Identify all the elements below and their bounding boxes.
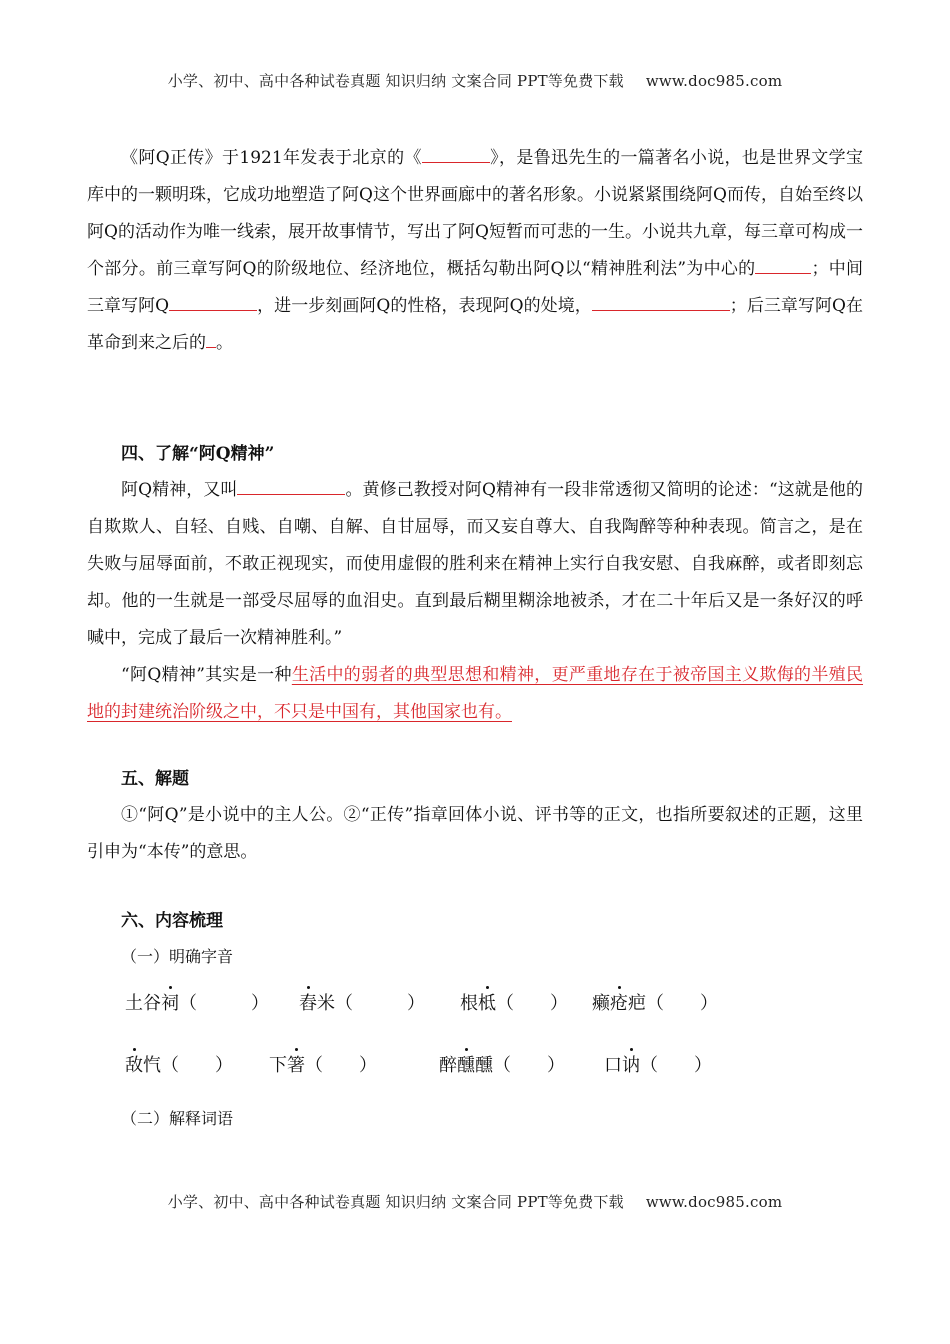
document-body [87, 140, 863, 1137]
section4-heading: 四、了解“阿Q精神” [121, 444, 275, 464]
blank-situation[interactable] [592, 292, 730, 311]
section4-text-1b: 。黄修己教授对阿Q精神有一段非常透彻又简明的论述：“这就是他的自欺欺人、自轻、自贱、自嘲、自解、自甘屈辱，而又妄自尊大、自我陶醉等种种表现。简言之，是在失败与屈辱面前，不敢正视现实，而使用虚假的胜利来在精神上实行自我安慰、自我麻醉，或者即刻忘却。他的一生就是一部受尽屈辱的血泪史。直到最后糊里糊涂地被杀，才在二十年后又是一条好汉的呼喊中，完成了最后一次精神胜利。” [87, 480, 863, 648]
word-item: 舂米（ ） [299, 993, 425, 1014]
section4-text-2a: “阿Q精神”其实是一种 [121, 665, 292, 685]
intro-text-6: 。 [216, 333, 233, 353]
word-item: 醉醺醺（ ） [439, 1055, 565, 1076]
intro-text-1: 《阿Q正传》于1921年发表于北京的《 [121, 148, 422, 168]
section4-paragraph-1 [87, 472, 863, 657]
intro-text-4: ，进一步刻画阿Q的性格，表现阿Q的处境， [257, 296, 592, 316]
pronunciation-row-1 [87, 989, 863, 1029]
blank-part3[interactable] [206, 329, 216, 348]
footer-text: 小学、初中、高中各种试卷真题 知识归纳 文案合同 PPT等免费下载 [167, 1193, 624, 1211]
blank-alias[interactable] [237, 476, 345, 495]
word-item: 敌忾（ ） [125, 1055, 233, 1076]
header-site: www.doc985.com [645, 72, 783, 90]
intro-paragraph [87, 140, 863, 362]
page-header [0, 70, 950, 91]
intro-text-3: ；中间三章写阿Q [87, 259, 863, 316]
word-item: 土谷祠（ ） [125, 993, 269, 1014]
word-item: 癞疮疤（ ） [592, 993, 718, 1014]
section4-text-1a: 阿Q精神，又叫 [121, 480, 238, 500]
section4-answer: 生活中的弱者的典型思想和精神，更严重地存在于被帝国主义欺侮的半殖民地的封建统治阶级之中，不只是中国有，其他国家也有。 [87, 665, 864, 722]
footer-site: www.doc985.com [645, 1193, 783, 1211]
word-item: 口讷（ ） [604, 1055, 712, 1076]
header-text: 小学、初中、高中各种试卷真题 知识归纳 文案合同 PPT等免费下载 [167, 72, 624, 90]
section6-heading: 六、内容梳理 [121, 911, 223, 931]
intro-text-2: 》，是鲁迅先生的一篇著名小说，也是世界文学宝库中的一颗明珠，它成功地塑造了阿Q这个世界画廊中的著名形象。小说紧紧围绕阿Q而传，自始至终以阿Q的活动作为唯一线索，展开故事情节，写出了阿Q短暂而可悲的一生。小说共九章，每三章可构成一个部分。前三章写阿Q的阶级地位、经济地位，概括勾勒出阿Q以“精神胜利法”为中心的 [87, 148, 864, 279]
section5-paragraph: ①“阿Q”是小说中的主人公。②“正传”指章回体小说、评书等的正文，也指所要叙述的正题，这里引申为“本传”的意思。 [87, 805, 863, 862]
intro-text-5: ；后三章写阿Q在革命到来之后的 [87, 296, 864, 353]
pronunciation-row-2 [87, 1051, 863, 1091]
section5-heading: 五、解题 [121, 769, 189, 789]
section6-sub2: （二）解释词语 [121, 1109, 234, 1128]
page-footer [0, 1191, 950, 1212]
blank-part1[interactable] [755, 255, 811, 274]
word-item: 下箸（ ） [269, 1055, 377, 1076]
blank-part2[interactable] [169, 292, 257, 311]
section6-sub1: （一）明确字音 [121, 947, 234, 966]
section4-paragraph-2 [87, 657, 863, 731]
word-item: 根柢（ ） [460, 993, 568, 1014]
blank-journal[interactable] [422, 144, 490, 163]
